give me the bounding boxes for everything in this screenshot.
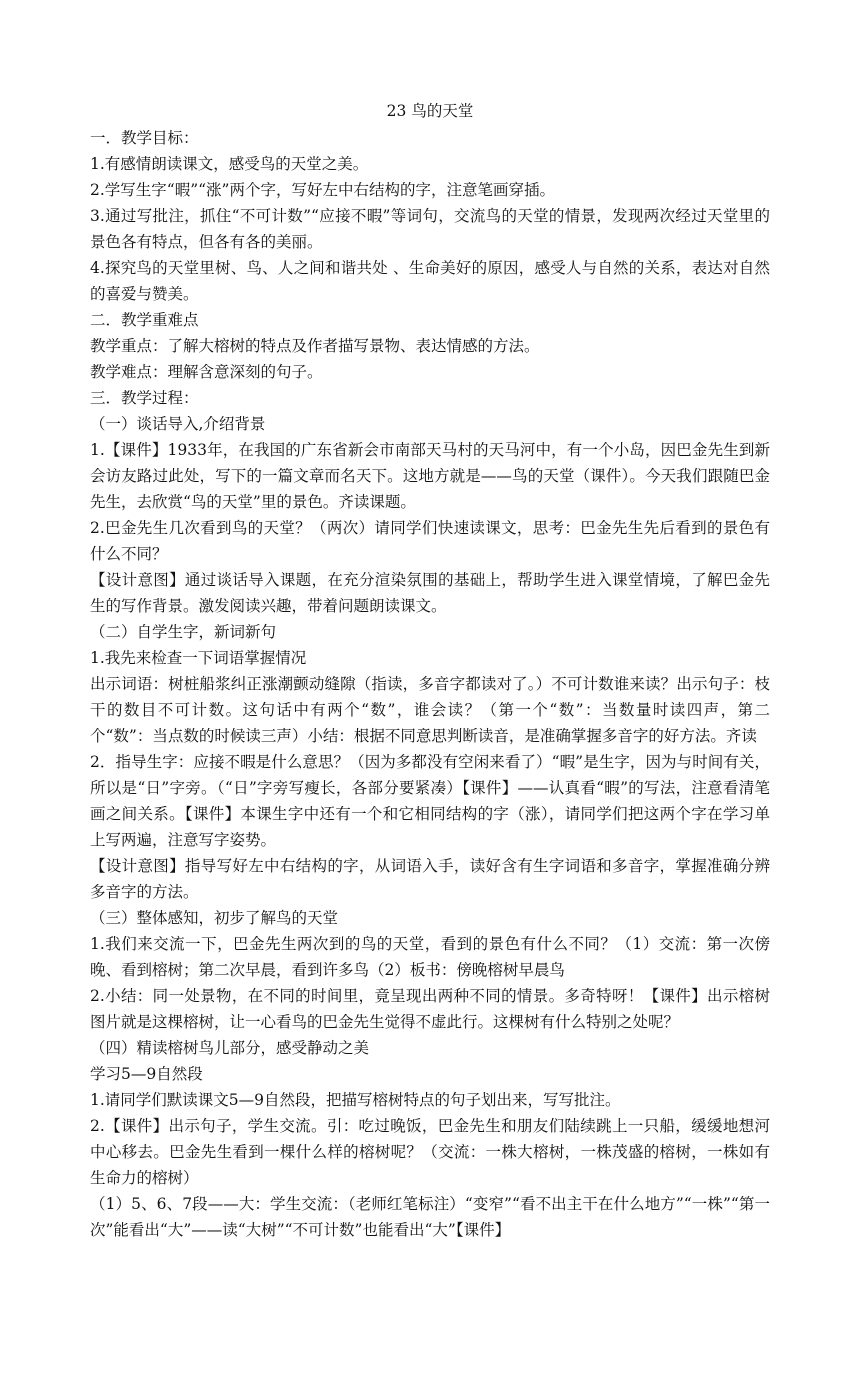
paragraph: 1.请同学们默读课文5—9自然段，把描写榕树特点的句子划出来，写写批注。 xyxy=(90,1091,621,1109)
document-page xyxy=(90,98,770,1243)
design-intent-paragraph: 【设计意图】通过谈话导入课题，在充分渲染氛围的基础上，帮助学生进入课堂情境，了解巴金先生的写作背景。激发阅读兴趣，带着问题朗读课文。 xyxy=(90,571,770,615)
paragraph: 1.我们来交流一下，巴金先生两次到的鸟的天堂，看到的景色有什么不同？（1）交流：第一次傍晚、看到榕树；第二次早晨，看到许多鸟（2）板书：傍晚榕树早晨鸟 xyxy=(90,935,770,979)
paragraph: 1.【课件】1933年，在我国的广东省新会市南部天马村的天马河中，有一个小岛，因巴金先生到新会访友路过此处，写下的一篇文章而名天下。这地方就是——鸟的天堂（课件）。今天我们跟随巴金先生，去欣赏“鸟的天堂”里的景色。齐读课题。 xyxy=(90,441,770,511)
section-heading: 一．教学目标： xyxy=(90,129,199,147)
subsection-heading: （三）整体感知，初步了解鸟的天堂 xyxy=(90,909,339,927)
subsection-heading: （四）精读榕树鸟儿部分，感受静动之美 xyxy=(90,1039,370,1057)
paragraph: （1）5、6、7段——大：学生交流：（老师红笔标注）“变窄”“看不出主干在什么地方”“一株”“第一次”能看出“大”——读“大树”“不可计数”也能看出“大”【课件】 xyxy=(90,1195,770,1239)
paragraph: 学习5—9自然段 xyxy=(90,1065,203,1083)
design-intent-paragraph: 【设计意图】指导写好左中右结构的字，从词语入手，读好含有生字词语和多音字，掌握准确分辨多音字的方法。 xyxy=(90,857,770,901)
paragraph: 2.小结：同一处景物，在不同的时间里，竟呈现出两种不同的情景。多奇特呀！【课件】出示榕树图片就是这棵榕树，让一心看鸟的巴金先生觉得不虚此行。这棵树有什么特别之处呢？ xyxy=(90,987,770,1031)
paragraph: 1.我先来检查一下词语掌握情况 xyxy=(90,649,307,667)
paragraph: 出示词语：树桩船浆纠正涨潮颤动缝隙（指读，多音字都读对了。）不可计数谁来读？出示句子：枝干的数目不可计数。这句话中有两个“数”，谁会读？（第一个“数”：当数量时读四声，第二个“数”：当点数的时候读三声）小结：根据不同意思判断读音，是准确掌握多音字的好方法。齐读 xyxy=(90,675,770,745)
subsection-heading: （二）自学生字，新词新句 xyxy=(90,623,277,641)
paragraph: 2.巴金先生几次看到鸟的天堂？（两次）请同学们快速读课文，思考：巴金先生先后看到的景色有什么不同？ xyxy=(90,519,770,563)
paragraph: 2.学写生字“暇”“涨”两个字，写好左中右结构的字，注意笔画穿插。 xyxy=(90,181,555,199)
paragraph: 4.探究鸟的天堂里树、鸟、人之间和谐共处 、生命美好的原因，感受人与自然的关系，表达对自然的喜爱与赞美。 xyxy=(90,259,770,303)
subsection-heading: （一）谈话导入,介绍背景 xyxy=(90,415,266,433)
paragraph: 2．指导生字：应接不暇是什么意思？（因为多都没有空闲来看了）“暇”是生字，因为与时间有关，所以是“日”字旁。（“日”字旁写瘦长，各部分要紧凑）【课件】——认真看“暇”的写法，注意看清笔画之间关系。【课件】本课生字中还有一个和它相同结构的字（涨），请同学们把这两个字在学习单上写两遍，注意写字姿势。 xyxy=(90,753,770,849)
paragraph: 3.通过写批注，抓住“不可计数”“应接不暇”等词句，交流鸟的天堂的情景，发现两次经过天堂里的景色各有特点，但各有各的美丽。 xyxy=(90,207,770,251)
document-title: 23 鸟的天堂 xyxy=(386,102,474,120)
paragraph: 2.【课件】出示句子，学生交流。引：吃过晚饭，巴金先生和朋友们陆续跳上一只船，缓缓地想河中心移去。巴金先生看到一棵什么样的榕树呢？（交流：一株大榕树，一株茂盛的榕树，一株如有生命力的榕树） xyxy=(90,1117,770,1187)
paragraph: 教学重点：了解大榕树的特点及作者描写景物、表达情感的方法。 xyxy=(90,337,540,355)
section-heading: 二．教学重难点 xyxy=(90,311,199,329)
paragraph: 教学难点：理解含意深刻的句子。 xyxy=(90,363,323,381)
paragraph: 1.有感情朗读课文，感受鸟的天堂之美。 xyxy=(90,155,369,173)
section-heading: 三．教学过程： xyxy=(90,389,199,407)
